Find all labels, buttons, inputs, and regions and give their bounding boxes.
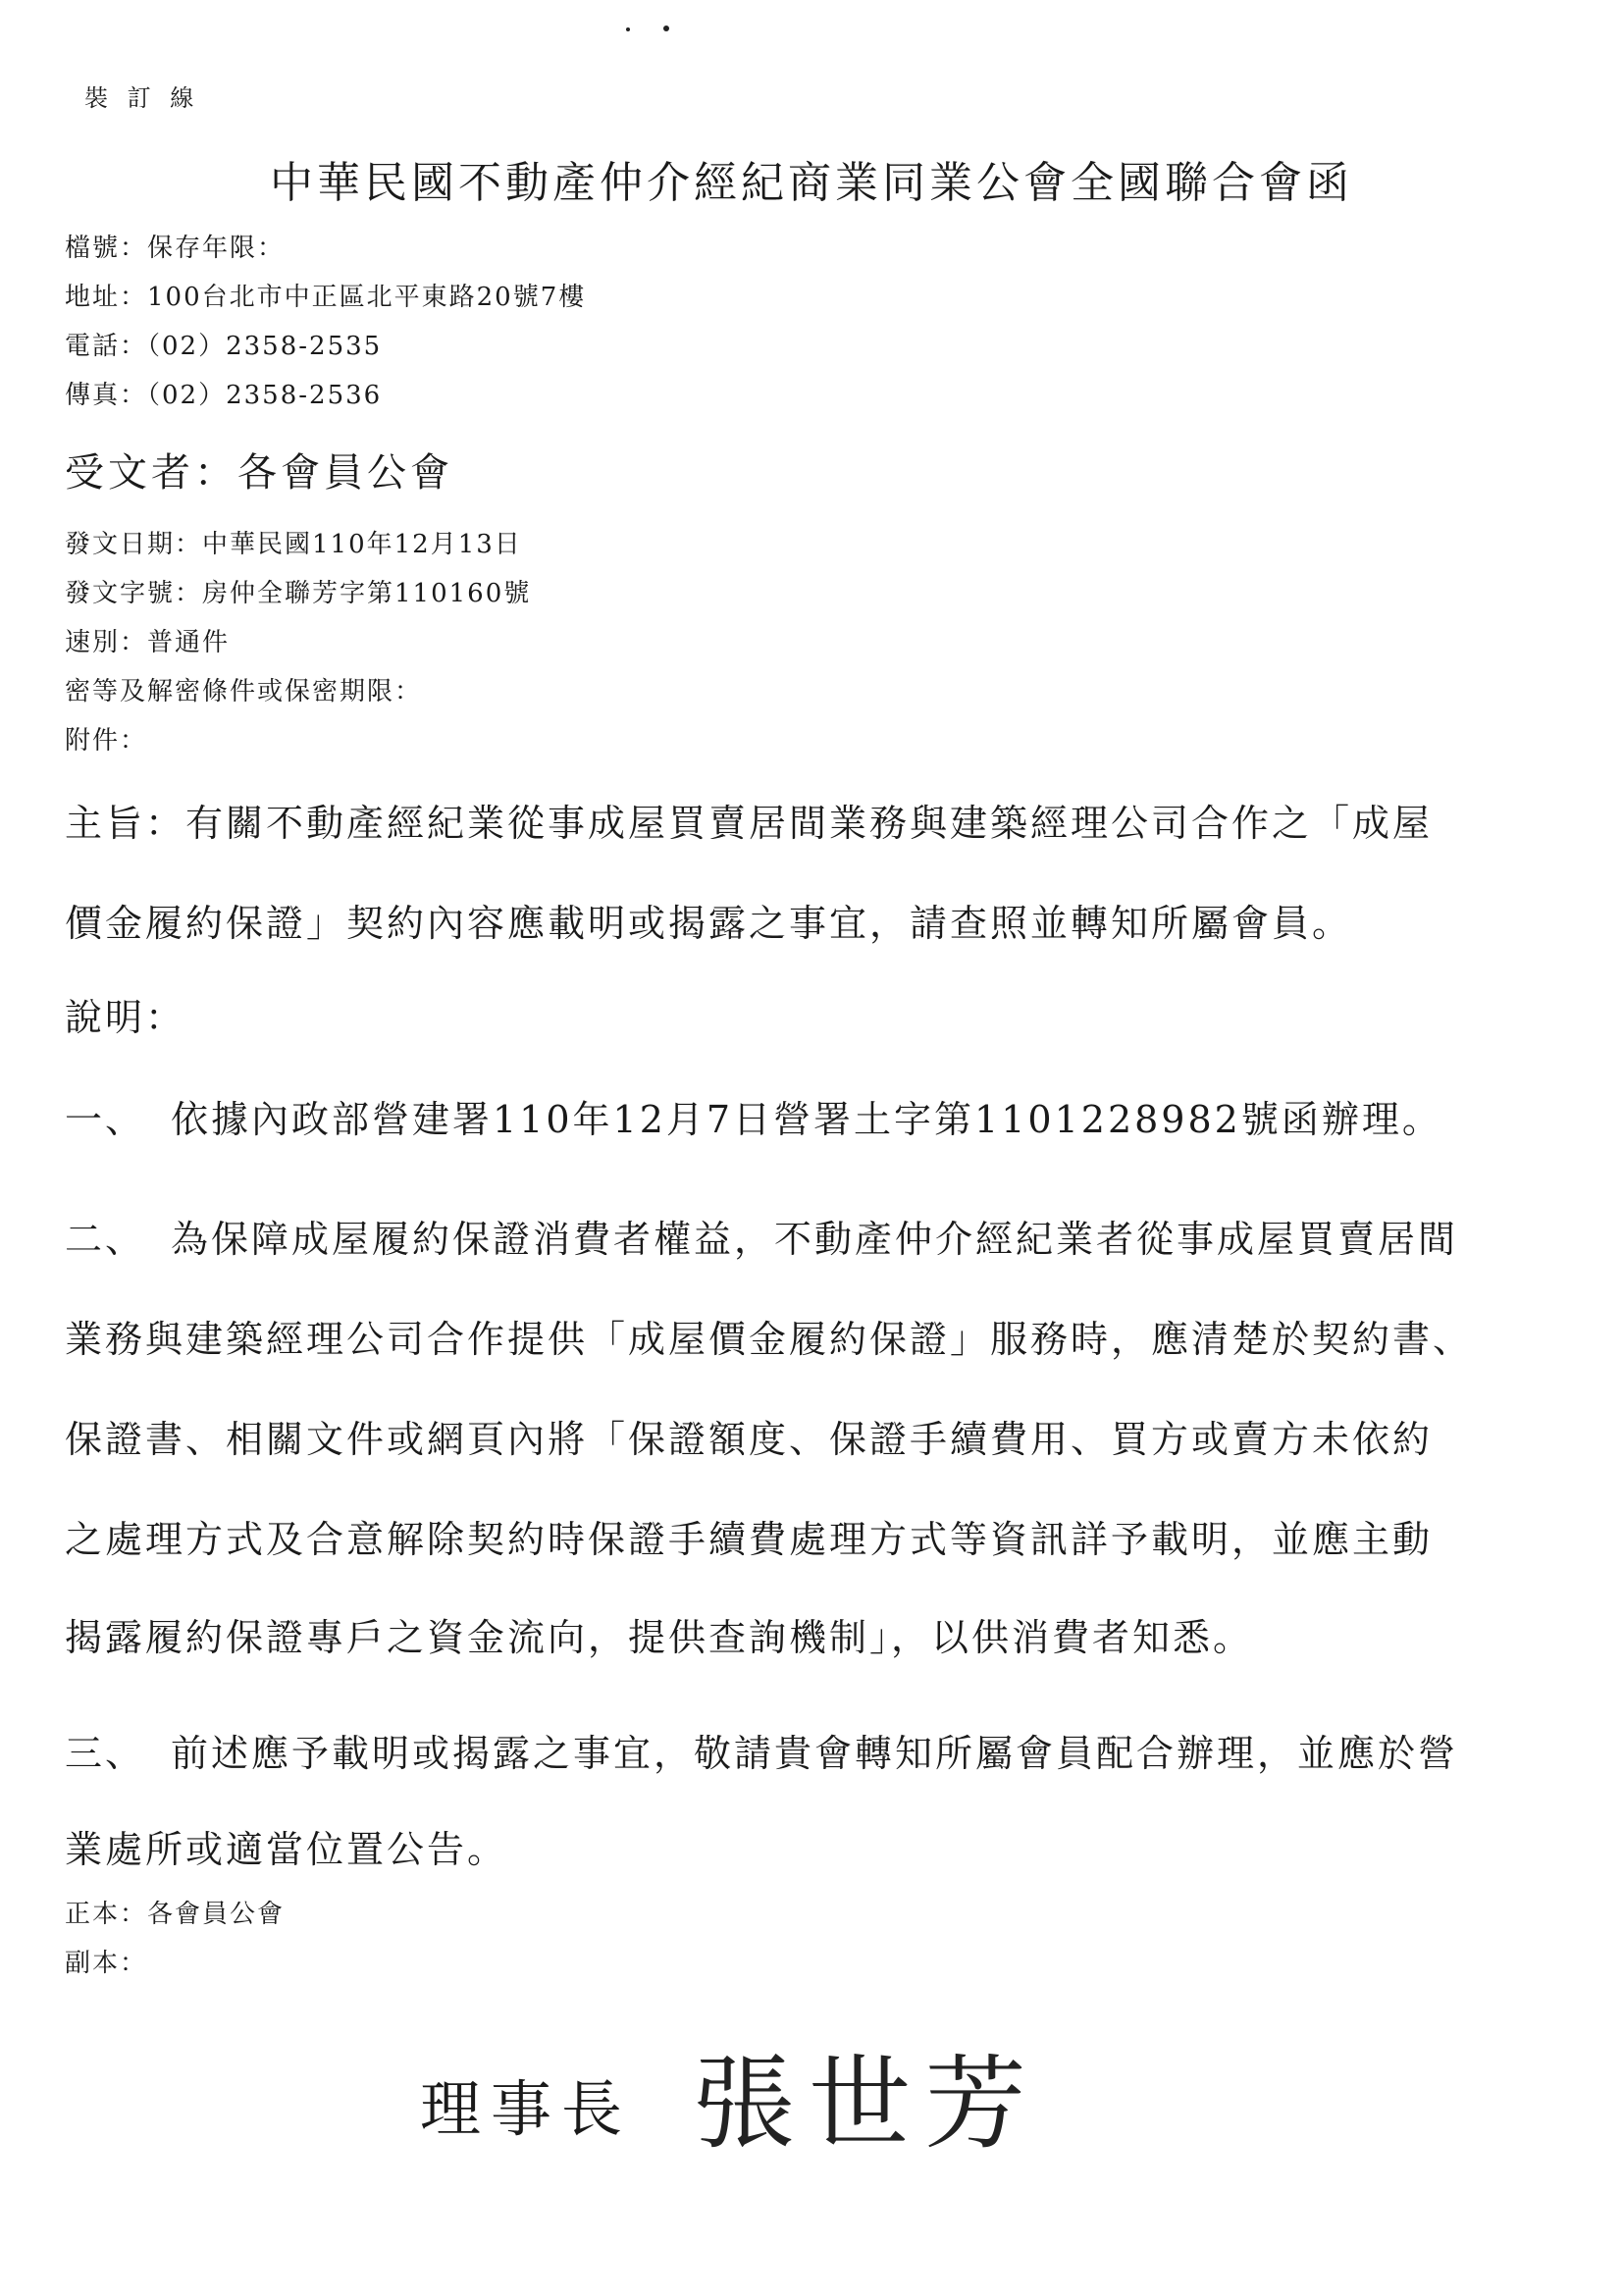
item-2-line-4: 之處理方式及合意解除契約時保證手續費處理方式等資訊詳予載明，並應主動 (65, 1518, 1434, 1561)
phone: 電話：（02）2358-2535 (65, 332, 383, 361)
signature-title: 理事長 (420, 2073, 633, 2145)
issue-number: 發文字號：房仲全聯芳字第110160號 (65, 579, 532, 608)
item-2-line-2: 業務與建築經理公司合作提供「成屋價金履約保證」服務時，應清楚於契約書、 (65, 1318, 1474, 1361)
explanation-label: 說明： (65, 996, 186, 1039)
distribution-copy: 副本： (65, 1949, 148, 1978)
distribution-original: 正本：各會員公會 (65, 1900, 286, 1929)
item-1-line-1: 依據內政部營建署110年12月7日營署土字第1101228982號函辦理。 (171, 1098, 1442, 1141)
scan-speck (626, 27, 630, 31)
fax: 傳真：（02）2358-2536 (65, 381, 383, 410)
item-3-mark: 三、 (65, 1732, 146, 1775)
signature-name: 張世芳 (693, 2044, 1041, 2164)
scan-speck (663, 26, 669, 31)
item-3-line-1: 前述應予載明或揭露之事宜，敬請貴會轉知所屬會員配合辦理，並應於營 (171, 1732, 1459, 1775)
issue-date: 發文日期：中華民國110年12月13日 (65, 530, 522, 559)
subject-line-1: 主旨：有關不動產經紀業從事成屋買賣居間業務與建築經理公司合作之「成屋 (65, 802, 1434, 845)
item-3-line-2: 業處所或適當位置公告。 (65, 1828, 508, 1871)
address: 地址：100台北市中正區北平東路20號7樓 (65, 283, 587, 312)
file-number: 檔號：保存年限： (65, 234, 286, 263)
item-2-line-3: 保證書、相關文件或網頁內將「保證額度、保證手續費用、買方或賣方未依約 (65, 1418, 1434, 1461)
subject-line-2: 價金履約保證」契約內容應載明或揭露之事宜，請查照並轉知所屬會員。 (65, 902, 1353, 945)
document-title: 中華民國不動產仲介經紀商業同業公會全國聯合會函 (270, 158, 1353, 208)
item-2-line-5: 揭露履約保證專戶之資金流向，提供查詢機制」，以供消費者知悉。 (65, 1616, 1254, 1659)
item-2-mark: 二、 (65, 1218, 146, 1261)
secrecy-level: 密等及解密條件或保密期限： (65, 677, 423, 706)
speed-class: 速別：普通件 (65, 628, 231, 657)
item-1-mark: 一、 (65, 1098, 146, 1141)
attachment: 附件： (65, 726, 148, 756)
recipient: 受文者：各會員公會 (65, 450, 453, 496)
binding-line: 裝 訂 線 (84, 84, 200, 112)
item-2-line-1: 為保障成屋履約保證消費者權益，不動產仲介經紀業者從事成屋買賣居間 (171, 1218, 1459, 1261)
